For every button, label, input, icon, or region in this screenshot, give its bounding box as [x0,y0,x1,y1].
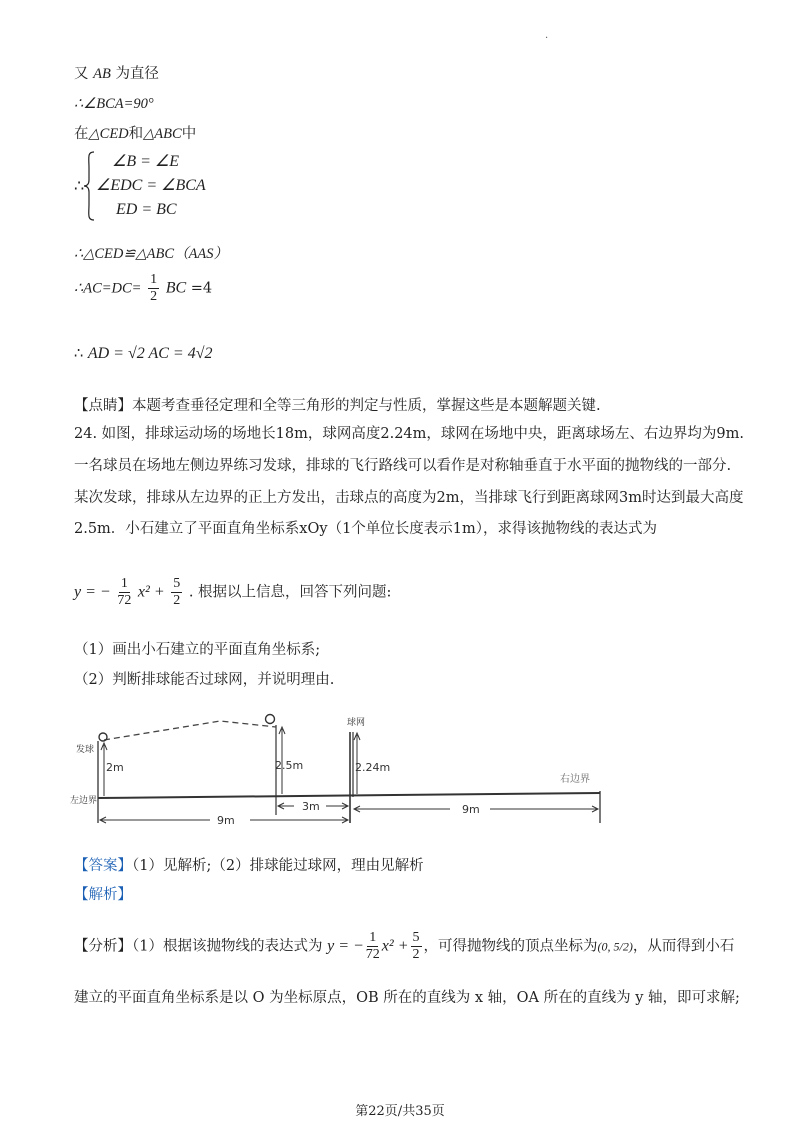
analysis-text: ，可得抛物线的顶点坐标为 [423,938,598,955]
system-eq-3: ED = BC [116,201,177,218]
fraction-1-72 [117,576,131,609]
proof-line-right-angle: ∴∠BCA=90° [74,96,154,112]
text: 又 [74,66,89,82]
analysis-text: （1）根据该抛物线的表达式为 [132,938,323,955]
numerator: 5 [412,930,420,945]
numerator: 1 [150,272,158,287]
denominator: 2 [150,289,158,304]
system-eq-2: ∠EDC = ∠BCA [96,177,206,194]
page-footer: 第22页/共35页 [355,1104,445,1119]
numerator: 1 [120,576,128,591]
problem-line-2: 一名球员在场地左侧边界练习发球，排球的飞行路线可以看作是对称轴垂直于水平面的抛物线的一部分. [74,458,732,474]
ball-peak [266,715,275,724]
therefore-symbol: ∴ [74,346,84,362]
distance-left-label: 9m [217,814,235,827]
formula-mid: x² + [137,583,165,601]
triangle-ced: △CED [88,126,129,142]
answer-text: （1）见解析;（2）排球能过球网，理由见解析 [132,858,424,874]
formula-lhs: y = − [74,583,111,601]
answer-tag: 【答案】 [74,858,132,874]
net-height-label: 2.24m [355,761,391,774]
problem-line-3: 某次发球，排球从左边界的正上方发出，击球点的高度为2m，当排球飞行到距离球网3m时达到最大高度 [74,490,744,506]
fraction-5-2 [411,930,422,963]
denominator: 2 [173,593,181,608]
analysis-line-1 [74,930,734,963]
segment-ab: AB [93,66,111,82]
formula-lhs: y = − [327,937,364,955]
proof-line-triangles [74,124,196,144]
ac-line [74,272,212,305]
distance-mid-label: 3m [302,800,320,813]
problem-line-1: 24. 如图，排球运动场的场地长18m，球网高度2.24m，球网在场地中央，距离球场左、右边界均为9m. [74,426,744,442]
denominator: 72 [365,947,380,962]
ball-serve [99,733,107,741]
ac-prefix: ∴AC=DC= [74,280,142,297]
numerator: 5 [173,576,181,591]
serve-label: 发球 [76,745,95,755]
numerator: 1 [369,930,377,945]
analysis-tag-inline: 【分析】 [74,938,132,955]
ad-line [74,344,212,364]
congruence-line: ∴△CED≌△ABC（AAS） [74,246,229,262]
serve-height-label: 2m [106,761,124,774]
analysis-tag: 【解析】 [74,887,132,903]
text: 在 [74,126,89,142]
proof-line-diameter [74,64,159,84]
ad-expression: AD = √2 AC = 4√2 [87,345,213,362]
ground-line [98,793,600,798]
text: 为直径 [115,66,159,82]
scan-dot: . [545,30,549,41]
answer-line [74,856,424,876]
left-boundary-label: 左边界 [70,796,98,806]
vertex-coordinates: (0, 5/2) [597,939,633,954]
peak-height-label: 2.5m [275,759,304,772]
net-label: 球网 [347,718,366,728]
fraction-half [148,272,159,305]
fraction-5-2 [171,576,182,609]
comment-line [74,396,601,416]
analysis-text: ，从而得到小石 [632,938,735,955]
therefore-symbol: ∴ [74,178,85,195]
denominator: 2 [412,947,420,962]
distance-right-label: 9m [462,803,480,816]
problem-line-4: 2.5m．小石建立了平面直角坐标系xOy（1个单位长度表示1m），求得该抛物线的表达式为 [74,521,658,537]
formula-mid: x² + [381,937,409,955]
right-boundary-label: 右边界 [560,774,590,785]
flight-path [104,721,276,740]
formula-tail: . 根据以上信息，回答下列问题: [188,584,392,601]
parabola-formula [74,576,391,609]
text: 中 [181,126,197,142]
question-1: （1）画出小石建立的平面直角坐标系; [74,642,321,658]
fraction-1-72 [366,930,380,963]
volleyball-figure [70,705,610,830]
comment-tag: 【点睛】 [74,398,132,414]
ac-value: =4 [190,280,213,297]
triangle-abc: △ABC [143,126,182,142]
text: 和 [128,126,144,142]
analysis-line-2: 建立的平面直角坐标系是以 O 为坐标原点，OB 所在的直线为 x 轴，OA 所在的直线为 y 轴，即可求解; [74,990,740,1006]
question-2: （2）判断排球能否过球网，并说明理由. [74,672,335,688]
comment-text: 本题考查垂径定理和全等三角形的判定与性质，掌握这些是本题解题关键. [132,398,601,414]
segment-bc: BC [165,279,187,297]
system-eq-1: ∠B = ∠E [112,153,180,170]
left-brace [82,150,96,222]
denominator: 72 [117,593,132,608]
